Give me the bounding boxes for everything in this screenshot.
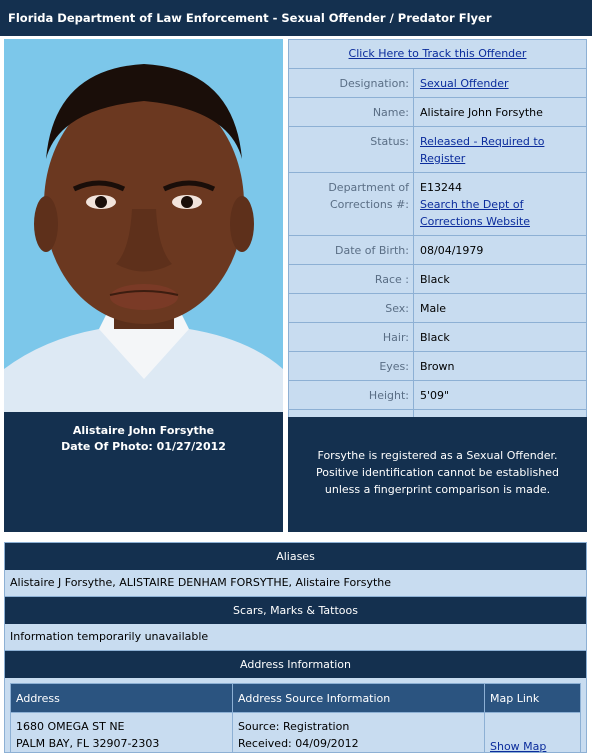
- address-col-header: Address: [11, 684, 233, 713]
- race-value: Black: [420, 273, 450, 286]
- race-row: [289, 264, 586, 293]
- address-table: [10, 683, 581, 753]
- sex-row: [289, 293, 586, 322]
- address-cell: [11, 713, 233, 753]
- address-received: Received: 04/09/2012: [238, 737, 359, 750]
- name-row: [289, 97, 586, 126]
- map-col-header: Map Link: [485, 684, 581, 713]
- designation-row: [289, 68, 586, 97]
- eyes-value: Brown: [420, 360, 455, 373]
- doc-search-link[interactable]: Search the Dept of Corrections Website: [420, 198, 530, 228]
- eyes-row: [289, 351, 586, 380]
- scars-value: Information temporarily unavailable: [5, 624, 586, 651]
- status-link[interactable]: Released - Required to Register: [420, 135, 545, 165]
- height-row: [289, 380, 586, 409]
- show-map-link[interactable]: Show Map: [490, 740, 547, 753]
- identification-notice: [288, 417, 587, 532]
- hair-label: Hair:: [289, 323, 414, 351]
- dob-value: 08/04/1979: [420, 244, 484, 257]
- aliases-heading: Aliases: [5, 543, 586, 570]
- status-row: [289, 126, 586, 172]
- scars-heading: Scars, Marks & Tattoos: [5, 597, 586, 624]
- table-row: [11, 713, 581, 753]
- aliases-value: Alistaire J Forsythe, ALISTAIRE DENHAM FORSYTHE, Alistaire Forsythe: [5, 570, 586, 597]
- doc-number: E13244: [420, 181, 462, 194]
- hair-value: Black: [420, 331, 450, 344]
- height-value: 5'09": [420, 389, 450, 402]
- page-title: Florida Department of Law Enforcement - Sexual Offender / Predator Flyer: [8, 11, 492, 25]
- address-line1: 1680 OMEGA ST NE: [16, 720, 125, 733]
- dob-row: [289, 235, 586, 264]
- designation-label: Designation:: [289, 69, 414, 97]
- doc-label: Department of Corrections #:: [289, 173, 414, 235]
- sex-value: Male: [420, 302, 447, 315]
- offender-name-caption: Alistaire John Forsythe: [72, 424, 215, 437]
- details-panel: [4, 542, 587, 753]
- source-col-header: Address Source Information: [233, 684, 485, 713]
- address-source: Source: Registration: [238, 720, 350, 733]
- name-value: Alistaire John Forsythe: [420, 106, 543, 119]
- photo-caption: [4, 412, 283, 532]
- address-line2: PALM BAY, FL 32907-2303: [16, 737, 160, 750]
- sex-label: Sex:: [289, 294, 414, 322]
- designation-link[interactable]: Sexual Offender: [420, 77, 509, 90]
- map-cell: [485, 713, 581, 753]
- dob-label: Date of Birth:: [289, 236, 414, 264]
- address-table-header: [11, 684, 581, 713]
- source-cell: [233, 713, 485, 753]
- offender-photo: [4, 39, 283, 412]
- height-label: Height:: [289, 381, 414, 409]
- offender-info-panel: [288, 39, 587, 439]
- address-heading: Address Information: [5, 651, 586, 678]
- track-offender-link[interactable]: Click Here to Track this Offender: [348, 47, 527, 60]
- page-header: [0, 0, 592, 36]
- race-label: Race :: [289, 265, 414, 293]
- hair-row: [289, 322, 586, 351]
- offender-photo-image: [4, 39, 283, 412]
- eyes-label: Eyes:: [289, 352, 414, 380]
- track-row: [289, 40, 586, 68]
- address-table-wrap: [5, 678, 586, 753]
- name-label: Name:: [289, 98, 414, 126]
- notice-text: Forsythe is registered as a Sexual Offender. Positive identification cannot be established unless a fingerprint comparison is made.: [316, 449, 559, 496]
- doc-row: [289, 172, 586, 235]
- photo-date: Date Of Photo: 01/27/2012: [61, 440, 226, 453]
- status-label: Status:: [289, 127, 414, 172]
